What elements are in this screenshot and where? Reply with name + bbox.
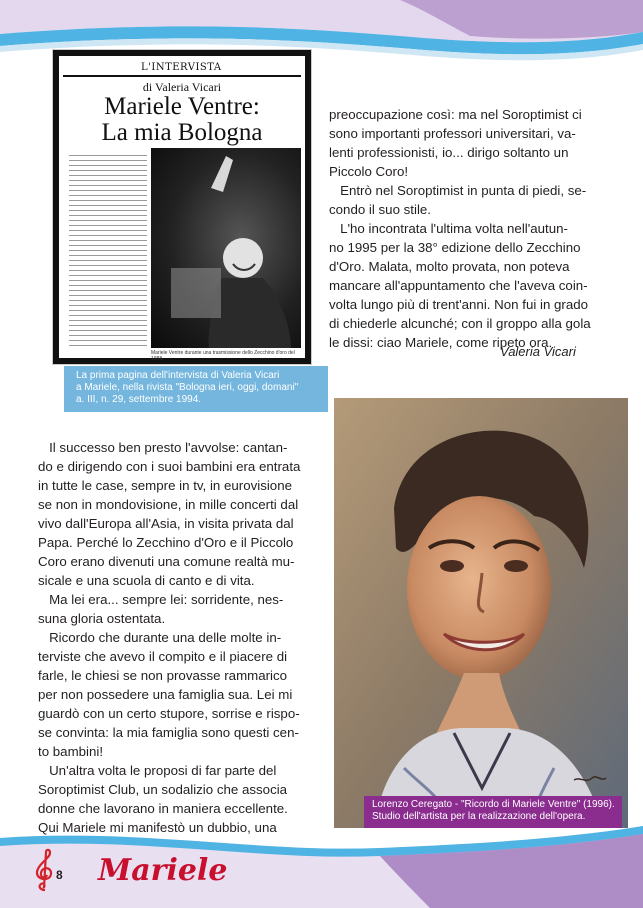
- text-line: Ma lei era... sempre lei: sorridente, nes-: [38, 592, 284, 607]
- text-line: volta lungo più di trent'anni. Non fui in grado: [329, 297, 589, 312]
- text-line: lenti professionisti, io... dirigo soltanto un: [329, 145, 569, 160]
- text-line: sicale e una scuola di canto e di vita.: [38, 573, 255, 588]
- text-line: Soroptimist Club, un sodalizio che associa: [38, 782, 288, 797]
- text-line: Entrò nel Soroptimist in punta di piedi, se-: [329, 183, 587, 198]
- text-line: Qui Mariele mi manifestò un dubbio, una: [38, 820, 277, 835]
- text-line: donne che lavorano in maniera eccellente.: [38, 801, 288, 816]
- text-line: se convinta: la mia famiglia sono questi cen-: [38, 725, 299, 740]
- mariele-logo: [96, 846, 246, 892]
- text-line: in tutte le case, sempre in tv, in eurovisione: [38, 478, 292, 493]
- magazine-header-rule: [63, 75, 301, 77]
- figure1-caption-line: a Mariele, nella rivista "Bologna ieri, oggi, domani": [76, 382, 299, 393]
- text-line: L'ho incontrata l'ultima volta nell'autun-: [329, 221, 568, 236]
- text-line: farle, le chiesi se non provasse rammarico: [38, 668, 288, 683]
- text-line: mancare all'appuntamento che l'aveva coin-: [329, 278, 588, 293]
- magazine-header: L'INTERVISTA: [141, 62, 222, 73]
- magazine-title-line1: Mariele Ventre:: [104, 93, 260, 120]
- text-line: Ricordo che durante una delle molte in-: [38, 630, 282, 645]
- text-line: di chiederle alcunché; con il groppo alla gola: [329, 316, 591, 331]
- text-line: suna gloria ostentata.: [38, 611, 166, 626]
- conductor-silhouette: [151, 148, 301, 348]
- magazine-text-column: [69, 152, 147, 348]
- magazine-byline: di Valeria Vicari: [142, 80, 222, 94]
- magazine-page-image: [52, 49, 312, 365]
- figure1-caption-line: a. III, n. 29, settembre 1994.: [76, 394, 202, 405]
- text-line: le dissi: ciao Mariele, come ripeto ora.: [329, 335, 553, 350]
- page-number: 8: [56, 868, 63, 882]
- figure1-caption: [64, 366, 328, 412]
- right-column-text: [329, 105, 607, 352]
- left-column-text: [38, 438, 308, 837]
- text-line: Coro erano divenuti una comune realtà mu-: [38, 554, 295, 569]
- text-line: to bambini!: [38, 744, 104, 759]
- text-line: preoccupazione così: ma nel Soroptimist ci: [329, 107, 582, 122]
- text-line: condo il suo stile.: [329, 202, 431, 217]
- magazine-photo-caption: Mariele Ventre durante una trasmissione dello Zecchino d'oro del 1988.: [151, 350, 295, 362]
- figure1-caption-line: La prima pagina dell'intervista di Valeria Vicari: [76, 370, 280, 381]
- text-line: Piccolo Coro!: [329, 164, 409, 179]
- magazine-title: [59, 94, 305, 146]
- text-line: se non in mondovisione, in mille concerti dal: [38, 497, 299, 512]
- magazine-photo: [151, 148, 301, 348]
- author-signature: Valeria Vicari: [500, 344, 576, 359]
- text-line: do e dirigendo con i suoi bambini era entrata: [38, 459, 301, 474]
- text-line: terviste che avevo il compito e il piacere di: [38, 649, 288, 664]
- text-line: Il successo ben presto l'avvolse: cantan-: [38, 440, 288, 455]
- treble-clef-icon: [32, 848, 56, 892]
- text-line: guardò con un certo stupore, sorrise e rispo-: [38, 706, 300, 721]
- figure2-caption-line: Lorenzo Ceregato - "Ricordo di Mariele Ventre" (1996).: [372, 799, 615, 810]
- text-line: sono importanti professori universitari, va-: [329, 126, 576, 141]
- text-line: Un'altra volta le proposi di far parte del: [38, 763, 277, 778]
- text-line: vivo dall'Europa all'Asia, in visita privata dal: [38, 516, 294, 531]
- text-line: no 1995 per la 38° edizione dello Zecchino: [329, 240, 581, 255]
- text-line: d'Oro. Malata, molto provata, non poteva: [329, 259, 570, 274]
- portrait-painting: [334, 398, 628, 828]
- mariele-logo-text: Mariele: [98, 853, 228, 888]
- text-line: per non possedere una famiglia sua. Lei mi: [38, 687, 293, 702]
- magazine-title-line2: La mia Bologna: [101, 119, 263, 146]
- text-line: Papa. Perché lo Zecchino d'Oro e il Piccolo: [38, 535, 294, 550]
- portrait-illustration: [334, 398, 628, 828]
- figure2-caption-line: Studio dell'artista per la realizzazione dell'opera.: [372, 811, 586, 822]
